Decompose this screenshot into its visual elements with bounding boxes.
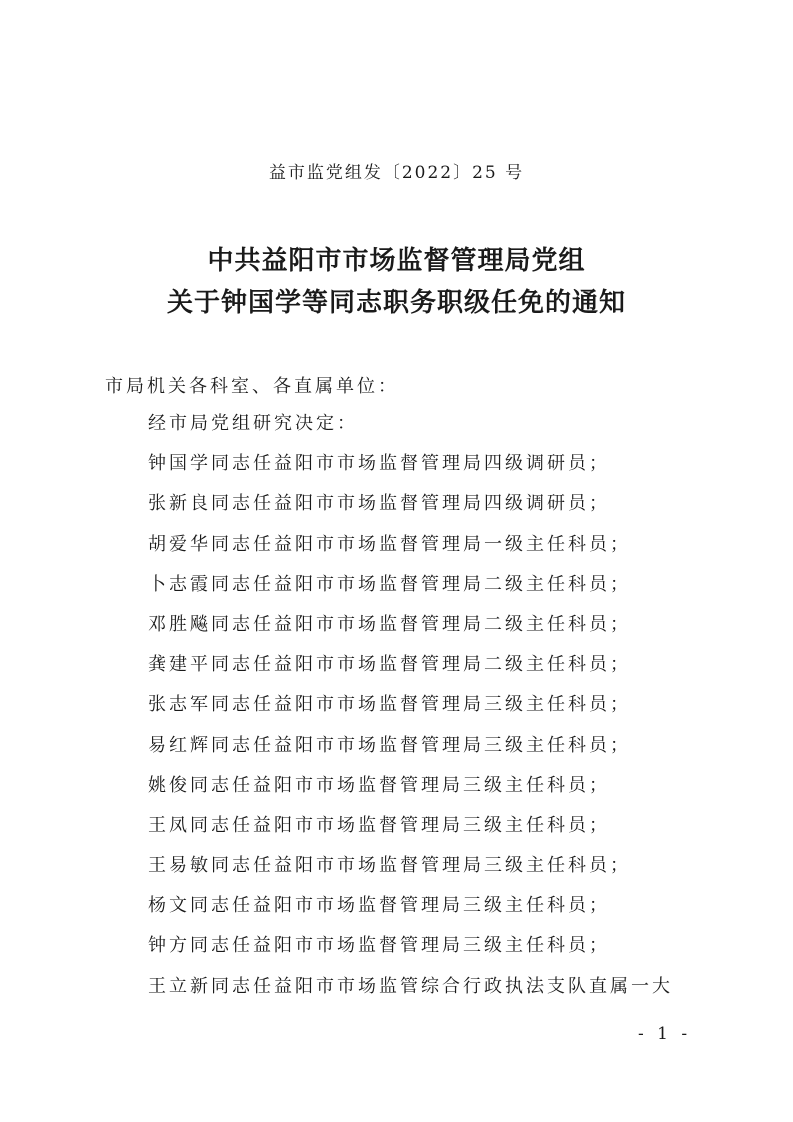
document-title-line-1: 中共益阳市市场监督管理局党组 [207, 246, 586, 276]
body-line: 龚建平同志任益阳市市场监督管理局二级主任科员； [148, 654, 631, 676]
body-line: 姚俊同志任益阳市市场监督管理局三级主任科员； [148, 774, 610, 796]
body-line: 王立新同志任益阳市市场监管综合行政执法支队直属一大 [148, 975, 673, 997]
body-line: 张志军同志任益阳市市场监督管理局三级主任科员； [148, 694, 631, 716]
document-title-line-2: 关于钟国学等同志职务职级任免的通知 [166, 288, 626, 318]
body-text [148, 412, 673, 1015]
body-line: 钟国学同志任益阳市市场监督管理局四级调研员； [148, 453, 610, 475]
body-line: 经市局党组研究决定： [148, 413, 358, 434]
body-line: 易红辉同志任益阳市市场监督管理局三级主任科员； [148, 734, 631, 756]
body-line: 卜志霞同志任益阳市市场监督管理局二级主任科员； [148, 573, 631, 595]
body-line: 杨文同志任益阳市市场监督管理局三级主任科员； [148, 895, 610, 917]
body-line: 钟方同志任益阳市市场监督管理局三级主任科员； [148, 935, 610, 957]
document-number: 益市监党组发〔2022〕25 号 [268, 163, 525, 183]
body-line: 胡爱华同志任益阳市市场监督管理局一级主任科员； [148, 533, 631, 555]
page-number: - 1 - [638, 1024, 692, 1044]
body-line: 王凤同志任益阳市市场监督管理局三级主任科员； [148, 814, 610, 836]
body-line: 王易敏同志任益阳市市场监督管理局三级主任科员； [148, 855, 631, 877]
body-line: 张新良同志任益阳市市场监督管理局四级调研员； [148, 493, 610, 515]
body-line: 邓胜飚同志任益阳市市场监督管理局二级主任科员； [148, 613, 631, 635]
salutation: 市局机关各科室、各直属单位： [105, 376, 399, 397]
